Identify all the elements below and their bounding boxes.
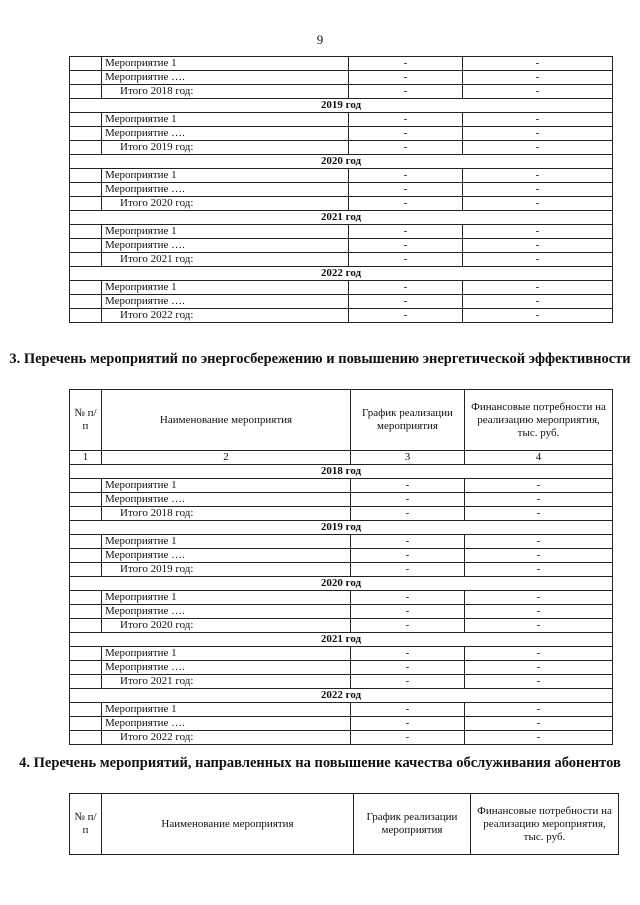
num-cell <box>70 605 102 619</box>
measure-row <box>70 169 613 183</box>
measure-row <box>70 591 613 605</box>
schedule-cell: - <box>349 57 463 71</box>
num-cell <box>70 563 102 577</box>
num-cell <box>70 57 102 71</box>
finance-cell: - <box>465 507 613 521</box>
finance-cell: - <box>463 281 613 295</box>
finance-cell: - <box>465 703 613 717</box>
measure-name: Мероприятие …. <box>102 549 351 563</box>
num-cell <box>70 309 102 323</box>
schedule-cell: - <box>349 71 463 85</box>
schedule-cell: - <box>351 619 465 633</box>
finance-cell: - <box>465 549 613 563</box>
year-heading: 2020 год <box>70 155 613 169</box>
measure-row <box>70 661 613 675</box>
finance-cell: - <box>463 169 613 183</box>
header-num: № п/п <box>70 794 102 855</box>
schedule-cell: - <box>351 661 465 675</box>
num-cell <box>70 731 102 745</box>
measure-name: Мероприятие 1 <box>102 169 349 183</box>
year-heading: 2020 год <box>70 577 613 591</box>
measure-name: Мероприятие 1 <box>102 647 351 661</box>
num-cell <box>70 507 102 521</box>
col-number: 4 <box>465 451 613 465</box>
finance-cell: - <box>465 535 613 549</box>
table-body <box>70 794 619 855</box>
section-4-title: 4. Перечень мероприятий, направленных на повышение качества обслуживания абонентов <box>19 755 621 771</box>
year-heading: 2018 год <box>70 465 613 479</box>
header-num: № п/п <box>70 390 102 451</box>
table-body <box>70 390 613 745</box>
finance-cell: - <box>463 253 613 267</box>
schedule-cell: - <box>349 183 463 197</box>
schedule-cell: - <box>349 127 463 141</box>
year-heading: 2021 год <box>70 633 613 647</box>
measure-name: Мероприятие …. <box>102 295 349 309</box>
schedule-cell: - <box>351 731 465 745</box>
total-label: Итого 2020 год: <box>102 619 351 633</box>
num-cell <box>70 281 102 295</box>
page-number: 9 <box>316 32 324 47</box>
num-cell <box>70 127 102 141</box>
year-row <box>70 521 613 535</box>
finance-cell: - <box>463 295 613 309</box>
measure-name: Мероприятие 1 <box>102 591 351 605</box>
schedule-cell: - <box>351 675 465 689</box>
num-cell <box>70 549 102 563</box>
measure-name: Мероприятие …. <box>102 661 351 675</box>
finance-cell: - <box>465 563 613 577</box>
year-row <box>70 465 613 479</box>
measure-row <box>70 549 613 563</box>
schedule-cell: - <box>349 197 463 211</box>
finance-cell: - <box>463 225 613 239</box>
total-label: Итого 2019 год: <box>102 563 351 577</box>
schedule-cell: - <box>349 141 463 155</box>
measure-row <box>70 239 613 253</box>
total-row <box>70 309 613 323</box>
schedule-cell: - <box>349 309 463 323</box>
finance-cell: - <box>463 85 613 99</box>
measure-row <box>70 281 613 295</box>
total-label: Итого 2019 год: <box>102 141 349 155</box>
year-row <box>70 689 613 703</box>
measure-name: Мероприятие 1 <box>102 703 351 717</box>
finance-cell: - <box>463 309 613 323</box>
finance-cell: - <box>463 113 613 127</box>
finance-cell: - <box>465 619 613 633</box>
header-name: Наименование мероприятия <box>102 390 351 451</box>
measure-name: Мероприятие 1 <box>102 281 349 295</box>
col-number: 2 <box>102 451 351 465</box>
measure-row <box>70 57 613 71</box>
num-cell <box>70 113 102 127</box>
measure-row <box>70 479 613 493</box>
col-number: 3 <box>351 451 465 465</box>
total-row <box>70 253 613 267</box>
header-finance: Финансовые потребности на реализацию мероприятия, тыс. руб. <box>465 390 613 451</box>
total-row <box>70 675 613 689</box>
num-cell <box>70 295 102 309</box>
header-schedule: График реализации мероприятия <box>351 390 465 451</box>
total-row <box>70 85 613 99</box>
num-cell <box>70 239 102 253</box>
finance-cell: - <box>465 479 613 493</box>
schedule-cell: - <box>349 239 463 253</box>
num-cell <box>70 703 102 717</box>
finance-cell: - <box>463 141 613 155</box>
finance-cell: - <box>465 605 613 619</box>
schedule-cell: - <box>349 253 463 267</box>
measure-name: Мероприятие …. <box>102 605 351 619</box>
finance-cell: - <box>465 717 613 731</box>
num-cell <box>70 85 102 99</box>
schedule-cell: - <box>351 591 465 605</box>
total-row <box>70 141 613 155</box>
measure-name: Мероприятие …. <box>102 239 349 253</box>
finance-cell: - <box>463 183 613 197</box>
total-row <box>70 197 613 211</box>
table-body <box>70 57 613 323</box>
num-cell <box>70 619 102 633</box>
year-row <box>70 267 613 281</box>
measures-table-continued <box>69 56 613 323</box>
total-label: Итого 2022 год: <box>102 309 349 323</box>
num-cell <box>70 647 102 661</box>
year-row <box>70 211 613 225</box>
schedule-cell: - <box>349 225 463 239</box>
total-label: Итого 2021 год: <box>102 675 351 689</box>
year-heading: 2022 год <box>70 267 613 281</box>
measure-row <box>70 717 613 731</box>
col-number: 1 <box>70 451 102 465</box>
header-schedule: График реализации мероприятия <box>354 794 471 855</box>
measure-row <box>70 493 613 507</box>
total-row <box>70 563 613 577</box>
num-cell <box>70 591 102 605</box>
table-header-row <box>70 390 613 451</box>
measure-row <box>70 225 613 239</box>
measure-row <box>70 127 613 141</box>
measure-name: Мероприятие …. <box>102 493 351 507</box>
schedule-cell: - <box>351 507 465 521</box>
measure-row <box>70 703 613 717</box>
energy-saving-measures-table <box>69 389 613 745</box>
year-row <box>70 577 613 591</box>
schedule-cell: - <box>351 535 465 549</box>
measure-row <box>70 647 613 661</box>
measure-row <box>70 535 613 549</box>
schedule-cell: - <box>351 717 465 731</box>
num-cell <box>70 493 102 507</box>
finance-cell: - <box>465 647 613 661</box>
schedule-cell: - <box>349 281 463 295</box>
num-cell <box>70 535 102 549</box>
finance-cell: - <box>463 197 613 211</box>
num-cell <box>70 71 102 85</box>
measure-name: Мероприятие 1 <box>102 113 349 127</box>
finance-cell: - <box>465 591 613 605</box>
num-cell <box>70 675 102 689</box>
measure-row <box>70 183 613 197</box>
section-3-title: 3. Перечень мероприятий по энергосбережению и повышению энергетической эффективности <box>9 351 631 367</box>
header-finance: Финансовые потребности на реализацию мероприятия, тыс. руб. <box>471 794 619 855</box>
total-label: Итого 2018 год: <box>102 85 349 99</box>
num-cell <box>70 183 102 197</box>
measure-row <box>70 605 613 619</box>
column-number-row <box>70 451 613 465</box>
total-row <box>70 731 613 745</box>
header-name: Наименование мероприятия <box>102 794 354 855</box>
year-heading: 2021 год <box>70 211 613 225</box>
schedule-cell: - <box>349 295 463 309</box>
measure-row <box>70 113 613 127</box>
schedule-cell: - <box>349 85 463 99</box>
year-heading: 2019 год <box>70 521 613 535</box>
schedule-cell: - <box>351 479 465 493</box>
measure-row <box>70 295 613 309</box>
measure-name: Мероприятие …. <box>102 127 349 141</box>
num-cell <box>70 169 102 183</box>
service-quality-measures-table <box>69 793 619 855</box>
total-label: Итого 2018 год: <box>102 507 351 521</box>
measure-name: Мероприятие …. <box>102 183 349 197</box>
total-label: Итого 2020 год: <box>102 197 349 211</box>
year-heading: 2022 год <box>70 689 613 703</box>
schedule-cell: - <box>351 703 465 717</box>
year-row <box>70 99 613 113</box>
finance-cell: - <box>465 493 613 507</box>
total-row <box>70 619 613 633</box>
num-cell <box>70 661 102 675</box>
num-cell <box>70 197 102 211</box>
schedule-cell: - <box>351 549 465 563</box>
num-cell <box>70 253 102 267</box>
finance-cell: - <box>463 57 613 71</box>
finance-cell: - <box>465 675 613 689</box>
measure-name: Мероприятие 1 <box>102 479 351 493</box>
table-header-row <box>70 794 619 855</box>
measure-name: Мероприятие …. <box>102 717 351 731</box>
total-label: Итого 2022 год: <box>102 731 351 745</box>
measure-name: Мероприятие 1 <box>102 225 349 239</box>
measure-name: Мероприятие 1 <box>102 535 351 549</box>
year-heading: 2019 год <box>70 99 613 113</box>
schedule-cell: - <box>351 563 465 577</box>
schedule-cell: - <box>349 113 463 127</box>
num-cell <box>70 225 102 239</box>
measure-name: Мероприятие 1 <box>102 57 349 71</box>
finance-cell: - <box>463 239 613 253</box>
schedule-cell: - <box>351 647 465 661</box>
schedule-cell: - <box>351 605 465 619</box>
finance-cell: - <box>465 731 613 745</box>
num-cell <box>70 717 102 731</box>
num-cell <box>70 479 102 493</box>
finance-cell: - <box>463 71 613 85</box>
num-cell <box>70 141 102 155</box>
finance-cell: - <box>465 661 613 675</box>
finance-cell: - <box>463 127 613 141</box>
total-row <box>70 507 613 521</box>
schedule-cell: - <box>351 493 465 507</box>
total-label: Итого 2021 год: <box>102 253 349 267</box>
measure-name: Мероприятие …. <box>102 71 349 85</box>
year-row <box>70 633 613 647</box>
schedule-cell: - <box>349 169 463 183</box>
measure-row <box>70 71 613 85</box>
year-row <box>70 155 613 169</box>
